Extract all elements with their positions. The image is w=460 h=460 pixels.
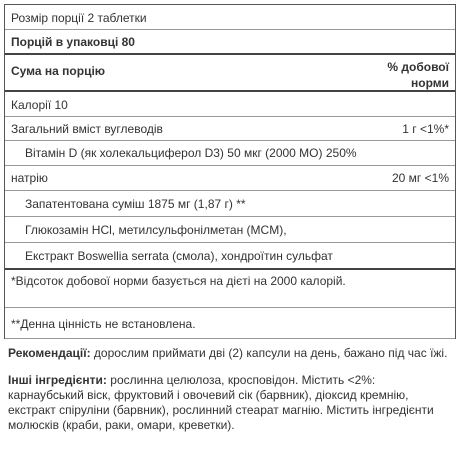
glucosamine: Глюкозамін HCl, метилсульфонілметан (MCM),	[25, 223, 287, 237]
footnote-dv-row	[5, 270, 455, 308]
sodium-label: натрію	[11, 171, 48, 185]
vitamin-d-row	[5, 141, 455, 166]
calories-row	[5, 92, 455, 117]
other-ingredients-text: рослинна целюлоза, кросповідон. Містить <2%: карнаубський віск, фруктовий і овочевий сік (барвник), діоксид кремнію, екстракт спіруліни (барвник), рослинний стеарат магнію. Містить інгредієнти молюсків (краби, раки, омари, креветки).	[8, 373, 434, 432]
calories: Калорії 10	[11, 98, 68, 112]
serving-size: Розмір порції 2 таблетки	[11, 11, 147, 25]
daily-value-header: % добової норми	[387, 60, 449, 90]
footnote-dv: *Відсоток добової норми базується на дієті на 2000 калорій.	[11, 274, 346, 288]
vitamin-d: Вітамін D (як холекальциферол D3) 50 мкг (2000 МО) 250%	[25, 146, 357, 160]
recommendations-paragraph	[4, 346, 456, 361]
other-ingredients-label: Інші інгредієнти:	[8, 373, 107, 387]
servings-per-container: Порцій в упаковці 80	[11, 35, 135, 49]
footnote-daily-row	[5, 308, 455, 339]
boswellia: Екстракт Boswellia serrata (смола), хондроїтин сульфат	[25, 249, 333, 263]
amount-per-serving-header: Сума на порцію	[11, 64, 106, 78]
footnote-daily: **Денна цінність не встановлена.	[11, 317, 196, 331]
carbs-row	[5, 117, 455, 141]
sodium-value: 20 мг <1%	[392, 171, 449, 185]
carbs-label: Загальний вміст вуглеводів	[11, 122, 163, 136]
supplement-facts-table	[4, 4, 456, 339]
carbs-value: 1 г <1%*	[402, 122, 449, 136]
supplement-facts-panel	[4, 4, 456, 433]
other-ingredients-paragraph	[4, 373, 456, 433]
recommendations-text: дорослим приймати дві (2) капсули на день, бажано під час їжі.	[93, 346, 448, 360]
proprietary-blend: Запатентована суміш 1875 мг (1,87 г) **	[25, 197, 246, 211]
table-header-row	[5, 55, 455, 92]
proprietary-blend-row	[5, 191, 455, 217]
recommendations-label: Рекомендації:	[8, 346, 91, 360]
glucosamine-row	[5, 217, 455, 243]
servings-per-container-row	[5, 30, 455, 55]
serving-size-row	[5, 5, 455, 30]
boswellia-row	[5, 243, 455, 270]
sodium-row	[5, 166, 455, 191]
